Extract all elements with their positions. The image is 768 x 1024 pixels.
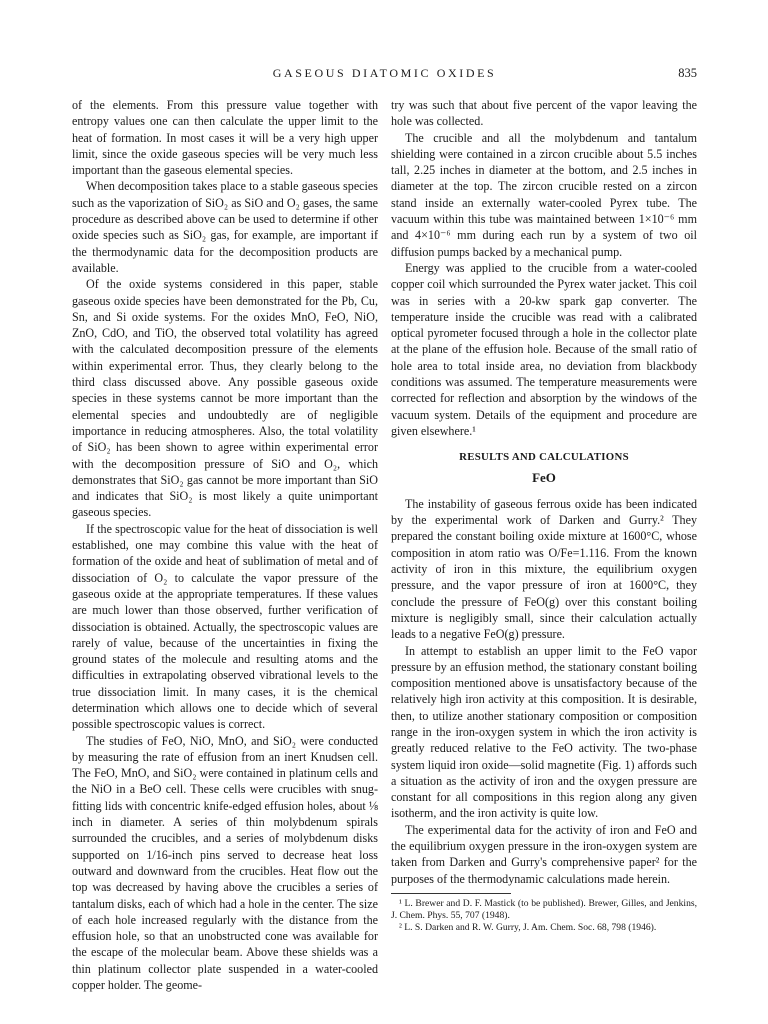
left-paragraph-1: of the elements. From this pressure value together with entropy values one can then calculate the upper limit to the heat of formation. In most cases it will be a very high upper limit, since the oxide gaseous species will be very much less important than the gaseous elemental species.: [72, 98, 378, 178]
right-paragraph-6: The experimental data for the activity of iron and FeO and the equilibrium oxygen pressure in the iron-oxygen system are taken from Darken and Gurry's comprehensive paper² for the purposes of the thermodynamic calculations made herein.: [391, 822, 697, 886]
footnote-rule: [391, 893, 511, 896]
right-paragraph-2: The crucible and all the molybdenum and tantalum shielding were contained in a zircon crucible about 5.5 inches tall, 2.25 inches in diameter at the bottom, and 2.5 inches in diameter at the top. The zircon crucible rested on a zircon stand inside an externally water-cooled Pyrex tube. The vacuum within this tube was maintained between 1×10⁻⁶ mm and 4×10⁻⁶ mm during each run by a system of two oil diffusion pumps backed by a mechanical pump.: [391, 130, 697, 259]
right-paragraph-4: The instability of gaseous ferrous oxide has been indicated by the experimental work of Darken and Gurry.² They prepared the constant boiling oxide mixture at 1600°C, whose composition in atom ratio was O/Fe=1.116. From the known activity of iron in this mixture, the equilibrium oxygen pressure, and the vapor pressure of iron at 1600°C, they conclude the pressure of FeO(g) over this constant boiling mixture is negligibly small, since their calculation actually leads to a negative FeO(g) pressure.: [391, 496, 697, 642]
section-heading: RESULTS AND CALCULATIONS: [459, 451, 629, 464]
right-column: [391, 97, 697, 934]
left-paragraph-4: If the spectroscopic value for the heat of dissociation is well established, one may combine this value with the heat of formation of the oxide and heat of sublimation of metal and of dissociation of O₂ to calculate the vapor pressure of the gaseous oxide at the appropriate temperatures. If these values are much lower than those observed, further verification of dissociation is obtained. Actually, the spectroscopic values are rarely of value, because of the uncertainties in fixing the ground states of the molecule and resulting atoms and the difficulties in extrapolating observed vibrational levels to the true dissociation limit. In many cases, it is the chemical determination which allows one to decide which of several possible spectroscopic values is correct.: [72, 521, 378, 732]
right-paragraph-1: try was such that about five percent of the vapor leaving the hole was collected.: [391, 98, 697, 129]
footnotes: [391, 898, 697, 934]
page-number: 835: [678, 66, 697, 80]
subsection-heading: FeO: [532, 469, 556, 485]
footnote-2: ² L. S. Darken and R. W. Gurry, J. Am. Chem. Soc. 68, 798 (1946).: [399, 921, 657, 933]
page-header: [72, 66, 697, 84]
footnote-1: ¹ L. Brewer and D. F. Mastick (to be published). Brewer, Gilles, and Jenkins, J. Chem. Phys. 55, 707 (1948).: [391, 897, 697, 921]
right-paragraph-3: Energy was applied to the crucible from a water-cooled copper coil which surrounded the Pyrex water jacket. This coil was in series with a 20-kw spark gap converter. The temperature inside the crucible was read with a calibrated optical pyrometer focused through a hole in the collector plate at the plane of the effusion hole. Because of the small ratio of hole area to total inside area, no deviation from blackbody conditions was assumed. The temperature measurements were corrected for reflection and absorption by the windows of the vacuum system. Details of the equipment and procedure are given elsewhere.¹: [391, 260, 697, 438]
running-title: GASEOUS DIATOMIC OXIDES: [272, 66, 497, 80]
left-paragraph-3: Of the oxide systems considered in this paper, stable gaseous oxide species have been demonstrated for the Pb, Cu, Sn, and Si oxide systems. For the oxides MnO, FeO, NiO, ZnO, CdO, and TiO, the observed total volatility has agreed with the calculated decomposition pressure of the elements within experimental error. Thus, they clearly belong to the third class discussed above. Any possible gaseous oxide species in these systems cannot be more important than the elemental species and undoubtedly are of negligible importance in reducing atmospheres. Also, the total volatility of SiO₂ has been shown to agree within experimental error with the decomposition pressure of SiO and O₂, which demonstrates that SiO₂ gas cannot be more important than SiO and indicates that SiO₂ is most likely a quite unimportant gaseous species.: [72, 277, 378, 520]
left-column: [72, 97, 378, 993]
right-paragraph-5: In attempt to establish an upper limit to the FeO vapor pressure by an effusion method, the stationary constant boiling composition mentioned above is unsatisfactory because of the relatively high iron activity at this composition. It is desirable, then, to utilize another stationary composition or composition range in the iron-oxygen system in which the iron activity is greatly reduced relative to the FeO activity. The two-phase system liquid iron oxide—solid magnetite (Fig. 1) affords such a situation as the activity of iron and the oxygen pressure are constant for all compositions in this region along any given isotherm, and the iron activity is quite low.: [391, 643, 697, 821]
left-paragraph-5: The studies of FeO, NiO, MnO, and SiO₂ were conducted by measuring the rate of effusion from an inert Knudsen cell. The FeO, MnO, and SiO₂ were contained in platinum cells and the NiO in a BeO cell. These cells were crucibles with snug-fitting lids with concentric knife-edged effusion holes, about ⅛ inch in diameter. A series of thin molybdenum spirals surrounded the crucibles, and a series of molybdenum disks supported on 1/16-inch pins served to decrease heat loss outward and downward from the crucibles. Heat flow out the top was decreased by having above the crucibles a series of tantalum disks, each of which had a hole in the center. The size of each hole increased regularly with the distance from the effusion hole, so that an unobstructed cone was available for the escape of the molecular beam. Above these shields was a thin platinum collector plate suspended in a water-cooled copper holder. The geome-: [72, 733, 378, 993]
left-paragraph-2: When decomposition takes place to a stable gaseous species such as the vaporization of SiO₂ as SiO and O₂ gases, the same procedure as described above can be used to determine if other oxide species such as SiO₂ gas, for example, are important if the thermodynamic data for the decomposition products are available.: [72, 179, 378, 275]
